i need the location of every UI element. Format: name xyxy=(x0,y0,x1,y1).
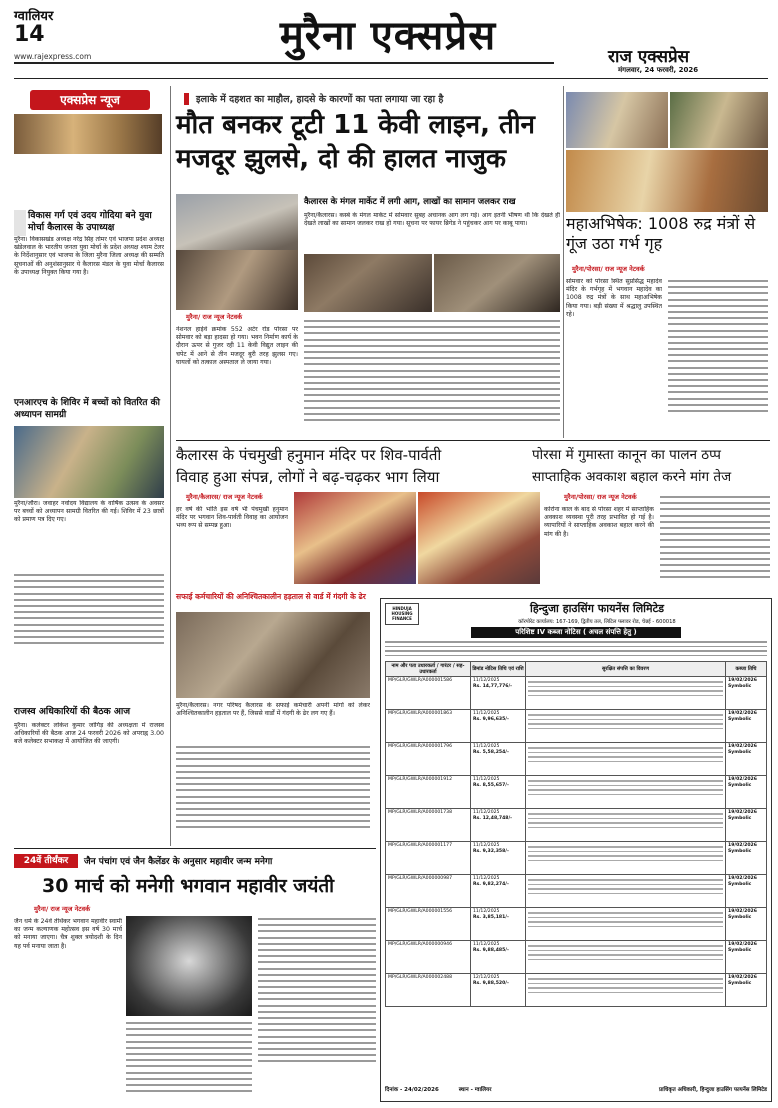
ad-row-amount: Rs. 9,32,358/- xyxy=(473,848,509,854)
sub-story-body: मुरैना/कैलारस। कस्बे के मंगल मार्केट में सोमवार सुबह अचानक आग लग गई। आग इतनी भीषण थी कि देखते ही देखते लाखों का सामान जलकर राख हो गया। सूचना पर फायर ब्रिगेड ने पहुंचकर आग पर काबू पाया। xyxy=(304,212,560,228)
ad-table-row xyxy=(386,941,767,974)
ad-row-possession: 19/02/2026 Symbolic xyxy=(726,974,767,1007)
porsa-text-filler xyxy=(660,496,770,583)
sidebar-photo-2 xyxy=(14,210,26,236)
sidebar-text-filler xyxy=(14,574,164,648)
porsa-story xyxy=(532,444,770,592)
ad-row-property xyxy=(526,842,726,875)
ad-intro-text xyxy=(385,641,767,659)
ad-row-loan: MP/GLR/GWLR/A000001863 xyxy=(386,710,471,743)
main-photo-caption: मुरैना/ राज न्यूज नेटवर्क xyxy=(186,313,243,321)
right-photo-3 xyxy=(566,150,768,212)
ad-row-amount: Rs. 9,96,635/- xyxy=(473,716,509,722)
ad-footer-date: दिनांक - 24/02/2026 xyxy=(385,1087,439,1093)
right-text-filler xyxy=(668,280,768,416)
ad-table-row xyxy=(386,842,767,875)
ad-row-demand xyxy=(471,908,526,941)
temple-photo-1 xyxy=(294,492,416,584)
tirthankar-body: जैन धर्म के 24वें तीर्थंकर भगवान महावीर स्वामी का जन्म कल्याणक महोत्सव इस वर्ष 30 मार्च को मनाया जाएगा। चैत्र शुक्ल त्रयोदशी के दिन यह पर्व मनाया जाता है। xyxy=(14,918,122,950)
page-number: 14 xyxy=(14,22,45,47)
ad-row-loan: MP/GLR/GWLR/A000002488 xyxy=(386,974,471,1007)
ad-row-property xyxy=(526,776,726,809)
ad-row-demand xyxy=(471,941,526,974)
ad-row-date: 11/12/2025 xyxy=(473,678,500,683)
ad-row-date: 11/12/2025 xyxy=(473,810,500,815)
ad-row-loan: MP/GLR/GWLR/A000001912 xyxy=(386,776,471,809)
sidebar-story3-headline: राजस्व अधिकारियों की बैठक आज xyxy=(14,706,131,717)
ad-row-property xyxy=(526,941,726,974)
ad-row-loan: MP/GLR/GWLR/A000000987 xyxy=(386,875,471,908)
ad-logo-text: HINDUJA HOUSING FINANCE xyxy=(391,606,413,621)
tirthankar-byline: मुरैना/ राज न्यूज नेटवर्क xyxy=(34,905,91,913)
ad-row-possession: 19/02/2026 Symbolic xyxy=(726,842,767,875)
sub-photo-2 xyxy=(434,254,560,312)
main-story xyxy=(176,90,560,438)
ad-notice-title: परिशिष्ट IV कब्जा नोटिस ( अचल संपत्ति हेतु ) xyxy=(471,627,681,638)
ad-row-date: 11/12/2025 xyxy=(473,744,500,749)
ad-row-amount: Rs. 9,88,485/- xyxy=(473,947,509,953)
strike-headline: सफाई कर्मचारियों की अनिश्चितकालीन हड़ताल से वार्ड में गंदगी के ढेर xyxy=(176,592,366,601)
ad-footer xyxy=(385,1085,767,1093)
tirthankar-headline: 30 मार्च को मनेगी भगवान महावीर जयंती xyxy=(42,875,335,897)
main-headline-line1: मौत बनकर टूटी 11 केवी लाइन, तीन xyxy=(176,110,535,140)
sidebar-story1-headline: विकास गर्ग एवं उदय गोदिया बने युवा मोर्चा कैलारस के उपाध्यक्ष xyxy=(28,210,152,233)
sub-headline: कैलारस के मंगल मार्केट में लगी आग, लाखों का सामान जलकर राख xyxy=(304,197,516,207)
ad-col-property: सुरक्षित संपत्ति का विवरण xyxy=(526,662,726,677)
masthead-date: मंगलवार, 24 फरवरी, 2026 xyxy=(618,66,699,74)
ad-row-possession: 19/02/2026 Symbolic xyxy=(726,908,767,941)
sidebar-photo-3 xyxy=(14,426,164,498)
ad-row-property xyxy=(526,908,726,941)
ad-row-demand xyxy=(471,710,526,743)
ad-table-row xyxy=(386,908,767,941)
ad-footer-place: स्थान - ग्वालियर xyxy=(458,1087,492,1093)
sidebar-story2-lead: मुरैना/जौरा। जवाहर नवोदय विद्यालय के वार्षिक उत्सव के अवसर पर बच्चों को अध्यापन सामग्री वितरित की गई। शिविर में 23 छात्रों को प्रमाण पत्र दिए गए। xyxy=(14,500,164,524)
porsa-byline: मुरैना/पोरसा/ राज न्यूज नेटवर्क xyxy=(564,493,637,501)
ad-row-amount: Rs. 14,77,776/- xyxy=(473,683,513,689)
ad-row-loan: MP/GLR/GWLR/A000001556 xyxy=(386,908,471,941)
ad-row-demand xyxy=(471,974,526,1007)
ad-row-demand xyxy=(471,875,526,908)
lower-rule xyxy=(14,848,376,849)
main-story-kicker: इलाके में दहशत का माहौल, हादसे के कारणों का पता लगाया जा रहा है xyxy=(196,94,444,105)
ad-row-possession: 19/02/2026 Symbolic xyxy=(726,941,767,974)
sidebar-photo-1 xyxy=(14,114,162,154)
ad-footer-sign: प्राधिकृत अधिकारी, हिन्दुजा हाउसिंग फायनेंस लिमिटेड xyxy=(659,1087,767,1093)
ad-row-amount: Rs. 12,48,748/- xyxy=(473,815,513,821)
ad-row-loan: MP/GLR/GWLR/A000001177 xyxy=(386,842,471,875)
ad-table xyxy=(385,661,767,1007)
right-photo-1 xyxy=(566,92,668,148)
ad-row-possession: 19/02/2026 Symbolic xyxy=(726,809,767,842)
ad-address: कॉरपोरेट कार्यालय: 167-169, द्वितीय तल, लिटिल फ्लावर रोड, चेन्नई - 600018 xyxy=(518,619,676,625)
masthead-city: ग्वालियर xyxy=(14,9,54,24)
ad-col-possession: कब्जा तिथि xyxy=(726,662,767,677)
right-story xyxy=(566,86,770,438)
right-story-headline: महाअभिषेक: 1008 रुद्र मंत्रों से गूंज उठा गर्भ गृह xyxy=(566,214,756,253)
main-headline-line2: मजदूर झुलसे, दो की हालत नाजुक xyxy=(176,144,506,174)
right-story-body: सोमवार को पोरसा स्थित सुप्रसिद्ध महादेव मंदिर के गर्भगृह में भगवान महादेव का 1008 रुद्र मंत्रों के साथ महाअभिषेक किया गया। बड़ी संख्या में श्रद्धालु उपस्थित रहे। xyxy=(566,278,662,318)
ad-row-property xyxy=(526,677,726,710)
ad-row-amount: Rs. 3,85,181/- xyxy=(473,914,509,920)
tirthankar-text-filler xyxy=(258,918,376,1067)
sidebar-story1-lead: मुरैना। विकासखंड अध्यक्ष नरेंद्र सिंह तोमर एवं भाजपा प्रदेश अध्यक्ष खंडेलवाल के भारतीय जनता युवा मोर्चा के प्रदेश अध्यक्ष श्याम टेलर के निर्देशानुसार एवं भाजपा के जिला मुरैना जिला अध्यक्ष की सम्मति सूचनाओं की अनुशंसानुसार ये कैलारस मंडल के युवा मोर्चा कैलारस के उपाध्यक्ष नियुक्त किया गया है। xyxy=(14,236,164,276)
ad-col-borrower: नाम और पता उधारकर्ता / गारंटर / सह-उधारकर्ता xyxy=(386,662,471,677)
temple-byline: मुरैना/कैलारस/ राज न्यूज नेटवर्क xyxy=(186,493,263,501)
ad-row-date: 11/12/2025 xyxy=(473,777,500,782)
masthead-rule-bottom xyxy=(14,78,768,79)
ad-row-loan: MP/GLR/GWLR/A000001586 xyxy=(386,677,471,710)
tirthankar-text-filler-2 xyxy=(126,1022,252,1096)
ad-row-amount: Rs. 8,55,657/- xyxy=(473,782,509,788)
ad-row-date: 11/12/2025 xyxy=(473,876,500,881)
ad-logo xyxy=(385,603,419,625)
porsa-body: कोरोना काल के बाद से पोरसा शहर में साप्ताहिक अवकाश व्यवस्था पूरी तरह प्रभावित हो गई है। व्यापारियों ने साप्ताहिक अवकाश बहाल करने की मांग की है। xyxy=(544,506,654,538)
kicker-mark xyxy=(184,93,189,105)
temple-story xyxy=(176,444,540,584)
masthead xyxy=(0,0,778,92)
temple-headline-line1: कैलारस के पंचमुखी हनुमान मंदिर पर शिव-पार्वती xyxy=(176,446,442,464)
ad-col-demand: डिमांड नोटिस तिथि एवं राशि xyxy=(471,662,526,677)
ad-row-possession: 19/02/2026 Symbolic xyxy=(726,743,767,776)
ad-row-property xyxy=(526,743,726,776)
masthead-rule xyxy=(14,62,554,64)
temple-photo-2 xyxy=(418,492,540,584)
ad-table-header xyxy=(386,662,767,677)
ad-row-demand xyxy=(471,776,526,809)
mid-rule xyxy=(176,440,770,441)
ad-table-row xyxy=(386,809,767,842)
sidebar xyxy=(14,86,166,846)
right-story-byline: मुरैना/पोरसा/ राज न्यूज नेटवर्क xyxy=(572,265,645,273)
sidebar-divider xyxy=(170,86,171,846)
ad-row-amount: Rs. 5,58,254/- xyxy=(473,749,509,755)
ad-row-date: 12/12/2025 xyxy=(473,975,500,980)
porsa-headline-line2: साप्ताहिक अवकाश बहाल करने मांग तेज xyxy=(532,469,732,485)
ad-table-body xyxy=(386,677,767,1007)
ad-table-row xyxy=(386,974,767,1007)
masthead-title: मुरैना एक्सप्रेस xyxy=(279,13,497,59)
ad-row-property xyxy=(526,875,726,908)
masthead-brand: राज एक्सप्रेस xyxy=(608,47,690,67)
ad-table-row xyxy=(386,875,767,908)
strike-body: मुरैना/कैलारस। नगर परिषद कैलारस के सफाई कर्मचारी अपनी मांगों को लेकर अनिश्चितकालीन हड़ताल पर हैं, जिससे वार्डों में गंदगी के ढेर लग गए हैं। xyxy=(176,702,370,718)
ad-row-loan: MP/GLR/GWLR/A000001796 xyxy=(386,743,471,776)
ad-row-possession: 19/02/2026 Symbolic xyxy=(726,710,767,743)
ad-row-loan: MP/GLR/GWLR/A000001738 xyxy=(386,809,471,842)
sidebar-story2-headline: एनआरएच के शिविर में बच्चों को वितरित की अध्यापन सामग्री xyxy=(14,398,160,420)
sidebar-header: एक्सप्रेस न्यूज xyxy=(30,90,150,110)
ad-row-property xyxy=(526,710,726,743)
main-photo-inset xyxy=(176,250,298,310)
tirthankar-tag: 24वें तीर्थंकर xyxy=(14,854,78,868)
sidebar-story3-lead: मुरैना। कलेक्टर लोकेश कुमार जांगिड़ की अध्यक्षता में राजस्व अधिकारियों की बैठक आज 24 फरवरी 2026 को अपराह्न 3.00 बजे कलेक्टर सभाकक्ष में आयोजित की जाएगी। xyxy=(14,722,164,746)
strike-story xyxy=(176,592,370,842)
sub-photo-1 xyxy=(304,254,432,312)
ad-company: हिन्दुजा हाउसिंग फायनेंस लिमिटेड xyxy=(529,602,665,615)
right-divider xyxy=(563,86,564,438)
ad-table-row xyxy=(386,677,767,710)
porsa-headline-line1: पोरसा में गुमास्ता कानून का पालन ठप्प xyxy=(532,447,721,463)
temple-headline-line2: विवाह हुआ संपन्न, लोगों ने बढ़-चढ़कर भाग लिया xyxy=(176,468,440,486)
ad-row-date: 11/12/2025 xyxy=(473,909,500,914)
ad-row-demand xyxy=(471,743,526,776)
ad-row-property xyxy=(526,809,726,842)
ad-notice xyxy=(380,598,772,1102)
tirthankar-kicker: जैन पंचांग एवं जैन कैलेंडर के अनुसार महावीर जन्म मनेगा xyxy=(84,857,273,867)
ad-row-demand xyxy=(471,809,526,842)
ad-table-row xyxy=(386,743,767,776)
ad-row-demand xyxy=(471,677,526,710)
ad-row-amount: Rs. 9,82,274/- xyxy=(473,881,509,887)
ad-row-possession: 19/02/2026 Symbolic xyxy=(726,776,767,809)
ad-row-loan: MP/GLR/GWLR/A000000946 xyxy=(386,941,471,974)
ad-row-amount: Rs. 9,88,520/- xyxy=(473,980,509,986)
masthead-url: www.rajexpress.com xyxy=(14,52,92,61)
ad-row-date: 11/12/2025 xyxy=(473,711,500,716)
ad-row-date: 11/12/2025 xyxy=(473,942,500,947)
temple-body: हर वर्ष की भांति इस वर्ष भी पंचमुखी हनुमान मंदिर पर भगवान शिव-पार्वती विवाह का आयोजन भव्य रूप से सम्पन्न हुआ। xyxy=(176,506,288,530)
ad-table-row xyxy=(386,776,767,809)
ad-table-row xyxy=(386,710,767,743)
ad-row-date: 11/12/2025 xyxy=(473,843,500,848)
main-story-body: नेशनल हाईवे क्रमांक 552 अटेर रोड पोरसा पर सोमवार को बड़ा हादसा हो गया। भवन निर्माण कार्य के दौरान ऊपर से गुजर रही 11 केवी विद्युत लाइन की चपेट में आने से तीन मजदूर बुरी तरह झुलस गए। घायलों को तत्काल अस्पताल ले जाया गया। xyxy=(176,326,298,366)
strike-text-filler xyxy=(176,746,370,833)
right-photo-2 xyxy=(670,92,768,148)
tirthankar-story xyxy=(14,852,376,1102)
strike-photo xyxy=(176,612,370,698)
ad-table-wrap xyxy=(385,661,767,1007)
ad-row-demand xyxy=(471,842,526,875)
ad-row-property xyxy=(526,974,726,1007)
ad-row-possession: 19/02/2026 Symbolic xyxy=(726,875,767,908)
ad-row-possession: 19/02/2026 Symbolic xyxy=(726,677,767,710)
tirthankar-photo xyxy=(126,916,252,1016)
main-text-filler xyxy=(304,320,560,425)
